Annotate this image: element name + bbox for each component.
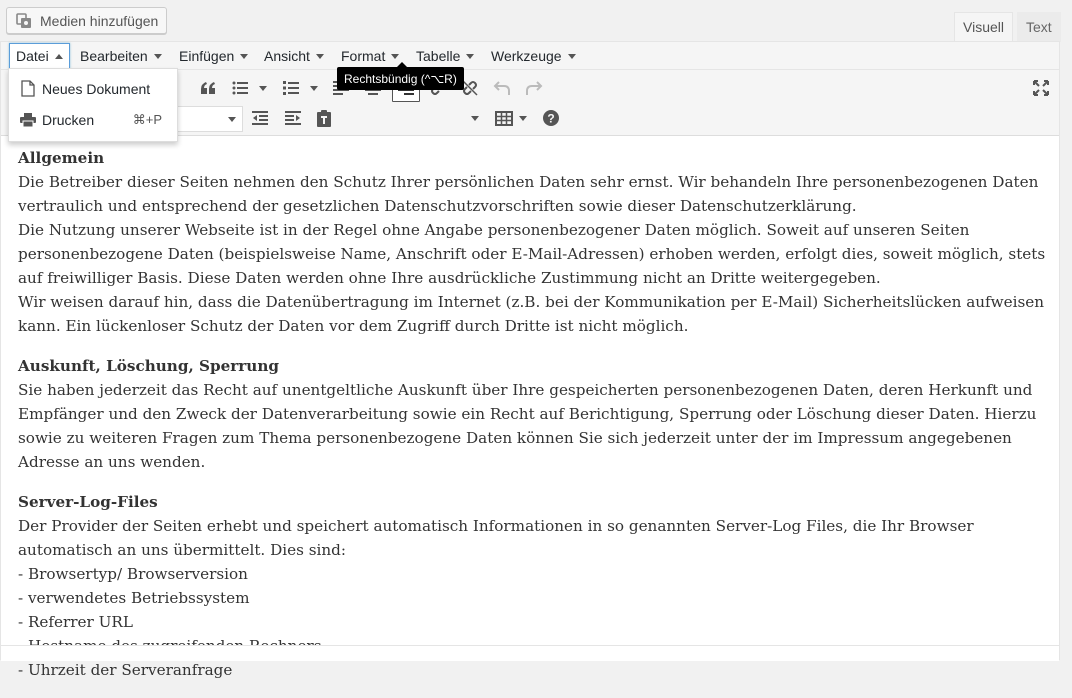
list-line: - Uhrzeit der Serveranfrage (18, 661, 233, 679)
outdent-button[interactable] (246, 104, 274, 132)
content-section (18, 146, 1048, 338)
menubar (1, 42, 1059, 70)
chevron-down-icon (240, 54, 248, 59)
new-document-icon (19, 79, 37, 99)
indent-button[interactable] (279, 104, 307, 132)
menu-item-new-document[interactable] (9, 73, 177, 104)
shortcut-label: ⌘+P (132, 111, 162, 127)
numbered-list-icon (283, 81, 299, 95)
section-heading: Server-Log-Files (18, 493, 158, 511)
editor-content[interactable] (18, 146, 1048, 698)
table-options[interactable] (518, 104, 528, 132)
redo-button[interactable] (520, 74, 548, 102)
table-icon (495, 111, 513, 126)
tab-visual[interactable]: Visuell (954, 12, 1013, 42)
fullscreen-button[interactable] (1027, 74, 1055, 102)
paragraph: Die Betreiber dieser Seiten nehmen den Schutz Ihrer persönlichen Daten sehr ernst. Wir behandeln Ihre personenbezogenen Daten vertraulich und entsprechend der gesetzlichen Datenschutzvorschriften sowie dieser Datenschutzerklärung. (18, 173, 1039, 215)
table-button[interactable] (490, 104, 518, 132)
tab-text[interactable]: Text (1017, 12, 1061, 42)
section-heading: Auskunft, Löschung, Sperrung (18, 357, 279, 375)
menu-table-label: Tabelle (416, 48, 461, 64)
bullet-list-button[interactable] (226, 74, 254, 102)
paragraph: Wir weisen darauf hin, dass die Datenübertragung im Internet (z.B. bei der Kommunikation per E-Mail) Sicherheitslücken aufweisen kann. Ein lückenloser Schutz der Daten vor dem Zugriff durch Dritte ist nicht möglich. (18, 293, 1045, 335)
menu-format[interactable] (334, 43, 406, 69)
file-menu-dropdown (8, 68, 178, 142)
redo-icon (526, 81, 542, 95)
fullscreen-icon (1033, 80, 1049, 96)
help-icon (543, 110, 559, 126)
chevron-down-icon (568, 54, 576, 59)
menu-format-label: Format (341, 48, 386, 64)
menu-file-label: Datei (16, 48, 49, 64)
numbered-list-options[interactable] (309, 74, 319, 102)
chevron-down-icon (154, 54, 162, 59)
add-media-label: Medien hinzufügen (40, 12, 159, 29)
help-button[interactable] (537, 104, 565, 132)
menu-item-print[interactable] (9, 104, 177, 135)
numbered-list-button[interactable] (277, 74, 305, 102)
top-bar (0, 0, 1072, 41)
paragraph: Der Provider der Seiten erhebt und speichert automatisch Informationen in so genannten Server-Log Files, die Ihr Browser automatisch an uns übermittelt. Dies sind: (18, 517, 974, 559)
indent-icon (285, 111, 301, 125)
menu-item-label: Drucken (42, 111, 95, 128)
undo-button[interactable] (488, 74, 516, 102)
list-line: - verwendetes Betriebssystem (18, 589, 250, 607)
tooltip: Rechtsbündig (^⌥R) (337, 67, 464, 90)
content-section (18, 354, 1048, 474)
chevron-down-icon (316, 54, 324, 59)
add-media-button[interactable] (6, 7, 167, 34)
list-line: - Referrer URL (18, 613, 133, 631)
menu-tools[interactable] (484, 43, 583, 69)
print-icon (19, 110, 37, 130)
menu-item-label: Neues Dokument (42, 80, 151, 97)
quote-icon (200, 82, 216, 94)
menu-view-label: Ansicht (264, 48, 310, 64)
menu-insert[interactable] (172, 43, 255, 69)
editor-statusbar (1, 645, 1059, 661)
paste-text-button[interactable] (310, 104, 338, 132)
menu-insert-label: Einfügen (179, 48, 235, 64)
special-char-options[interactable] (470, 104, 480, 132)
menu-tools-label: Werkzeuge (491, 48, 562, 64)
menu-edit[interactable] (73, 43, 169, 69)
undo-icon (494, 81, 510, 95)
list-line: - Browsertyp/ Browserversion (18, 565, 248, 583)
menu-view[interactable] (257, 43, 331, 69)
bullet-list-options[interactable] (258, 74, 268, 102)
menu-edit-label: Bearbeiten (80, 48, 148, 64)
chevron-down-icon (391, 54, 399, 59)
clipboard-icon (316, 110, 332, 127)
chevron-up-icon (55, 54, 63, 59)
media-icon (16, 13, 33, 29)
outdent-icon (252, 111, 268, 125)
menu-file[interactable] (9, 43, 70, 69)
bullet-list-icon (232, 81, 248, 95)
menu-table[interactable] (409, 43, 481, 69)
chevron-down-icon (466, 54, 474, 59)
paragraph: Die Nutzung unserer Webseite ist in der Regel ohne Angabe personenbezogener Daten möglich. Soweit auf unseren Seiten personenbezogene Daten (beispielsweise Name, Anschrift oder E-Mail-Adressen) erhoben werden, erfolgt dies, soweit möglich, stets auf freiwilliger Basis. Diese Daten werden ohne Ihre ausdrückliche Zustimmung nicht an Dritte weitergegeben. (18, 221, 1046, 287)
paragraph: Sie haben jederzeit das Recht auf unentgeltliche Auskunft über Ihre gespeicherten personenbezogenen Daten, deren Herkunft und Empfänger und den Zweck der Datenverarbeitung sowie ein Recht auf Berichtigung, Sperrung oder Löschung dieser Daten. Hierzu sowie zu weiteren Fragen zum Thema personenbezogene Daten können Sie sich jederzeit unter der im Impressum angegebenen Adresse an uns wenden. (18, 381, 1037, 471)
section-heading: Allgemein (18, 149, 105, 167)
svg-text:?: ? (547, 111, 555, 126)
blockquote-button[interactable] (194, 74, 222, 102)
